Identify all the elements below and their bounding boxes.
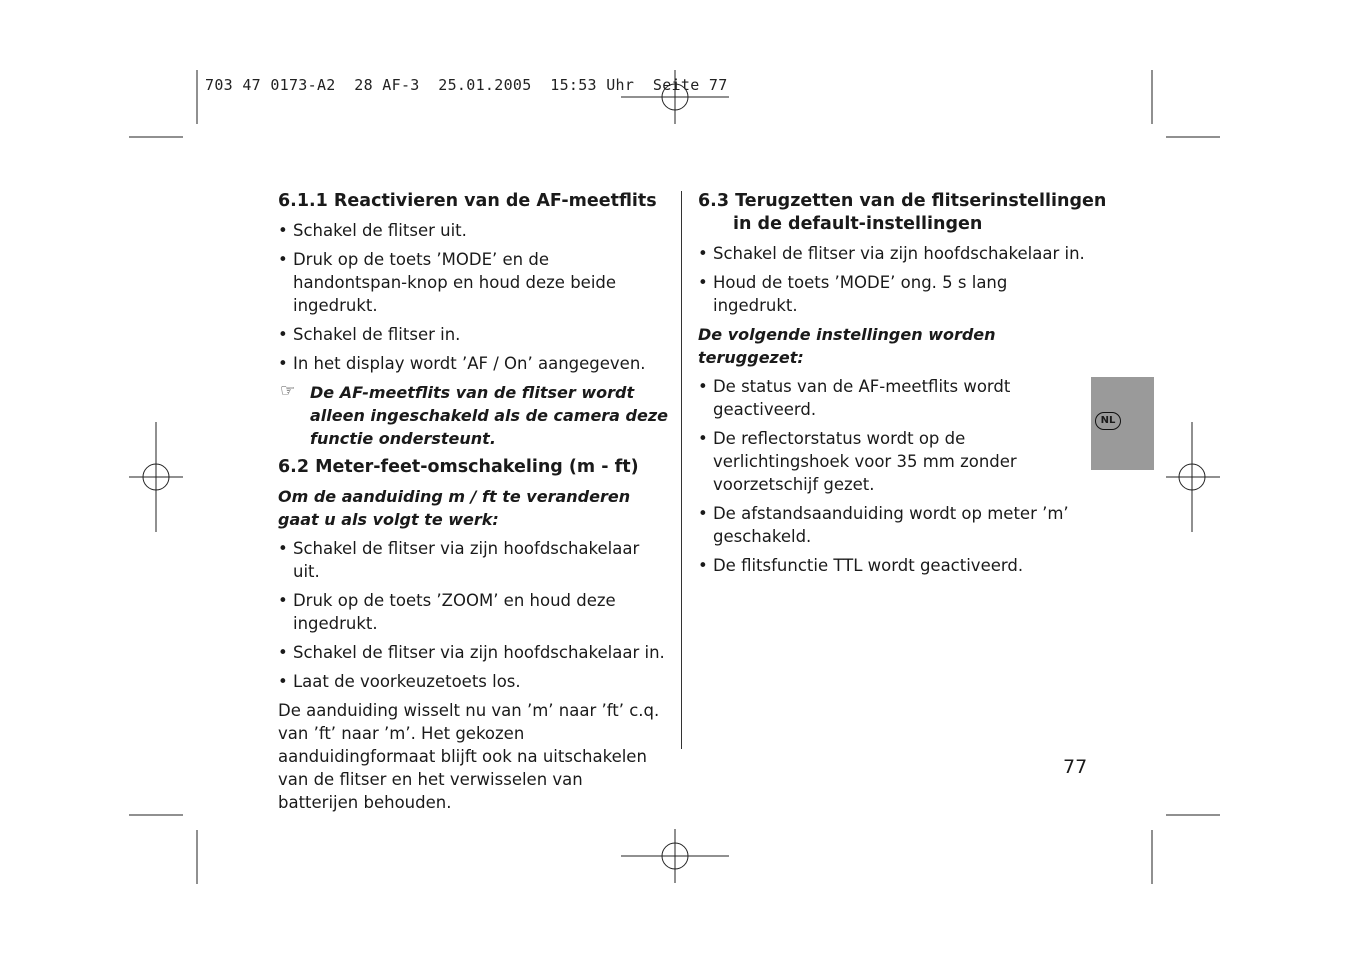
list-item: • De afstandsaanduiding wordt op meter ’m’ geschakeld.	[698, 504, 1069, 546]
language-tab	[1091, 377, 1154, 470]
list-item: • Druk op de toets ’MODE’ en de handontspan-knop en houd deze beide ingedrukt.	[278, 250, 617, 315]
language-badge: NL	[1095, 412, 1121, 430]
list-item: • Schakel de flitser via zijn hoofdschakelaar in.	[278, 643, 665, 662]
list-item: • De status van de AF-meetflits wordt geactiveerd.	[698, 377, 1011, 419]
section-6-2-paragraph: De aanduiding wisselt nu van ’m’ naar ’ft’ c.q. van ’ft’ naar ’m’. Het gekozen aanduidingformaat blijft ook na uitschakelen van de flitser en het verwisselen van batterijen behouden.	[278, 701, 660, 812]
print-slug-header: 703 47 0173-A2 28 AF-3 25.01.2005 15:53 Uhr Seite 77	[205, 76, 728, 94]
list-item: • In het display wordt ’AF / On’ aangegeven.	[278, 354, 646, 373]
note-block	[278, 381, 668, 450]
section-6-2-intro: Om de aanduiding m / ft te veranderen gaat u als volgt te werk:	[278, 487, 631, 529]
section-6-1-1-title: 6.1.1 Reactivieren van de AF-meetflits	[278, 191, 657, 211]
list-item: • De reflectorstatus wordt op de verlichtingshoek voor 35 mm zonder voorzetschijf gezet.	[698, 429, 1017, 494]
section-6-2-title: 6.2 Meter-feet-omschakeling (m - ft)	[278, 457, 639, 477]
section-6-3-subheading: De volgende instellingen worden teruggezet:	[698, 325, 996, 367]
page-number: 77	[1063, 756, 1088, 778]
left-column	[278, 190, 668, 820]
list-item: • Schakel de flitser via zijn hoofdschakelaar uit.	[278, 539, 640, 581]
column-divider	[681, 191, 682, 749]
list-item: • Schakel de flitser uit.	[278, 221, 467, 240]
list-item: • Schakel de flitser in.	[278, 325, 461, 344]
list-item: • Laat de voorkeuzetoets los.	[278, 672, 521, 691]
right-column	[698, 190, 1107, 583]
section-6-3-title: 6.3 Terugzetten van de flitserinstellingen	[698, 191, 1107, 211]
note-text: De AF-meetflits van de flitser wordt alleen ingeschakeld als de camera deze functie ondersteunt.	[310, 383, 669, 448]
section-6-3-title-continued: in de default-instellingen	[733, 214, 983, 234]
list-item: • De flitsfunctie TTL wordt geactiveerd.	[698, 556, 1024, 575]
pointing-hand-icon: ☞	[280, 381, 296, 401]
list-item: • Druk op de toets ’ZOOM’ en houd deze ingedrukt.	[278, 591, 616, 633]
list-item: • Schakel de flitser via zijn hoofdschakelaar in.	[698, 244, 1085, 263]
list-item: • Houd de toets ’MODE’ ong. 5 s lang ingedrukt.	[698, 273, 1008, 315]
